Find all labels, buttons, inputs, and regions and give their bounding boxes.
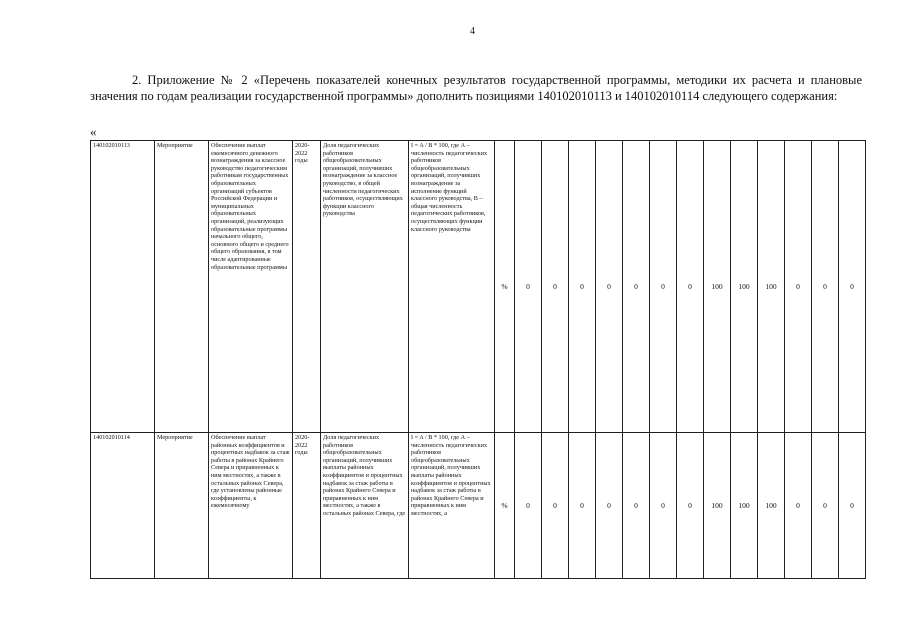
cell-method: I = A / B * 100, где А – численность педагогических работников общеобразовательных организаций, получивших вознаграждение за исполнение функций классного руководства, В – общая численность педагогических работников, осуществляющих функции классного руководства [409, 141, 495, 433]
cell-name: Обеспечение выплат районных коэффициентов и процентных надбавок за стаж работы в районах Крайнего Севера и приравненных к ним местностях, а также в остальных районах Севера, где установлены районные коэффициенты, к ежемесячному [209, 433, 293, 579]
cell-value: 0 [677, 141, 704, 433]
cell-value: 0 [677, 433, 704, 579]
cell-value: 0 [569, 433, 596, 579]
cell-value: 100 [758, 433, 785, 579]
cell-value: 0 [623, 433, 650, 579]
cell-value: 0 [515, 433, 542, 579]
cell-value: 0 [569, 141, 596, 433]
cell-value: 0 [650, 433, 677, 579]
cell-value: 0 [542, 433, 569, 579]
opening-quote: « [90, 124, 97, 139]
cell-value: 0 [596, 141, 623, 433]
cell-period: 2020-2022 годы [293, 141, 321, 433]
cell-value: 100 [704, 141, 731, 433]
table-row [91, 433, 866, 579]
cell-name: Обеспечение выплат ежемесячного денежного вознаграждения за классное руководство педагогическим работникам государственных образовательных организаций субъектов Российской Федерации и муниципальных образовательных организаций, реализующих образовательные программы начального общего, основного общего и среднего общего образования, в том числе адаптированные образовательные программы [209, 141, 293, 433]
cell-value: 0 [515, 141, 542, 433]
indicators-table [90, 140, 866, 579]
cell-value: 0 [596, 433, 623, 579]
cell-value: 0 [623, 141, 650, 433]
cell-value: 100 [731, 433, 758, 579]
cell-value: 100 [704, 433, 731, 579]
cell-value: 100 [758, 141, 785, 433]
cell-value: 0 [542, 141, 569, 433]
cell-indicator: Доля педагогических работников общеобразовательных организаций, получивших вознаграждение за классное руководство, в общей численности педагогических работников, осуществляющих функции классного руководства [321, 141, 409, 433]
cell-type: Мероприятие [155, 141, 209, 433]
cell-value: 0 [812, 433, 839, 579]
cell-unit: % [495, 433, 515, 579]
cell-value: 0 [785, 433, 812, 579]
table-row [91, 141, 866, 433]
cell-code: 140102010114 [91, 433, 155, 579]
cell-type: Мероприятие [155, 433, 209, 579]
cell-value: 0 [650, 141, 677, 433]
cell-value: 0 [839, 141, 866, 433]
cell-value: 0 [839, 433, 866, 579]
cell-value: 100 [731, 141, 758, 433]
cell-period: 2020-2022 годы [293, 433, 321, 579]
intro-text: 2. Приложение № 2 «Перечень показателей конечных результатов государственной программы, методики их расчета и плановые значения по годам реализации государственной программы» дополнить позициями 140102010113 и 140102010114 следующего содержания: [90, 73, 862, 103]
cell-indicator: Доля педагогических работников общеобразовательных организаций, получивших выплаты районных коэффициентов и процентных надбавок за стаж работы в районах Крайнего Севера и приравненных к ним местностях, а также в остальных районах Севера, где [321, 433, 409, 579]
cell-value: 0 [812, 141, 839, 433]
cell-unit: % [495, 141, 515, 433]
cell-value: 0 [785, 141, 812, 433]
page-number: 4 [470, 26, 475, 37]
cell-method: I = A / B * 100, где А – численность педагогических работников общеобразовательных организаций, получивших выплаты районных коэффициентов и процентных надбавок за стаж работы в районах Крайнего Севера и приравненных к ним местностях, а [409, 433, 495, 579]
intro-paragraph [90, 72, 862, 104]
cell-code: 140102010113 [91, 141, 155, 433]
